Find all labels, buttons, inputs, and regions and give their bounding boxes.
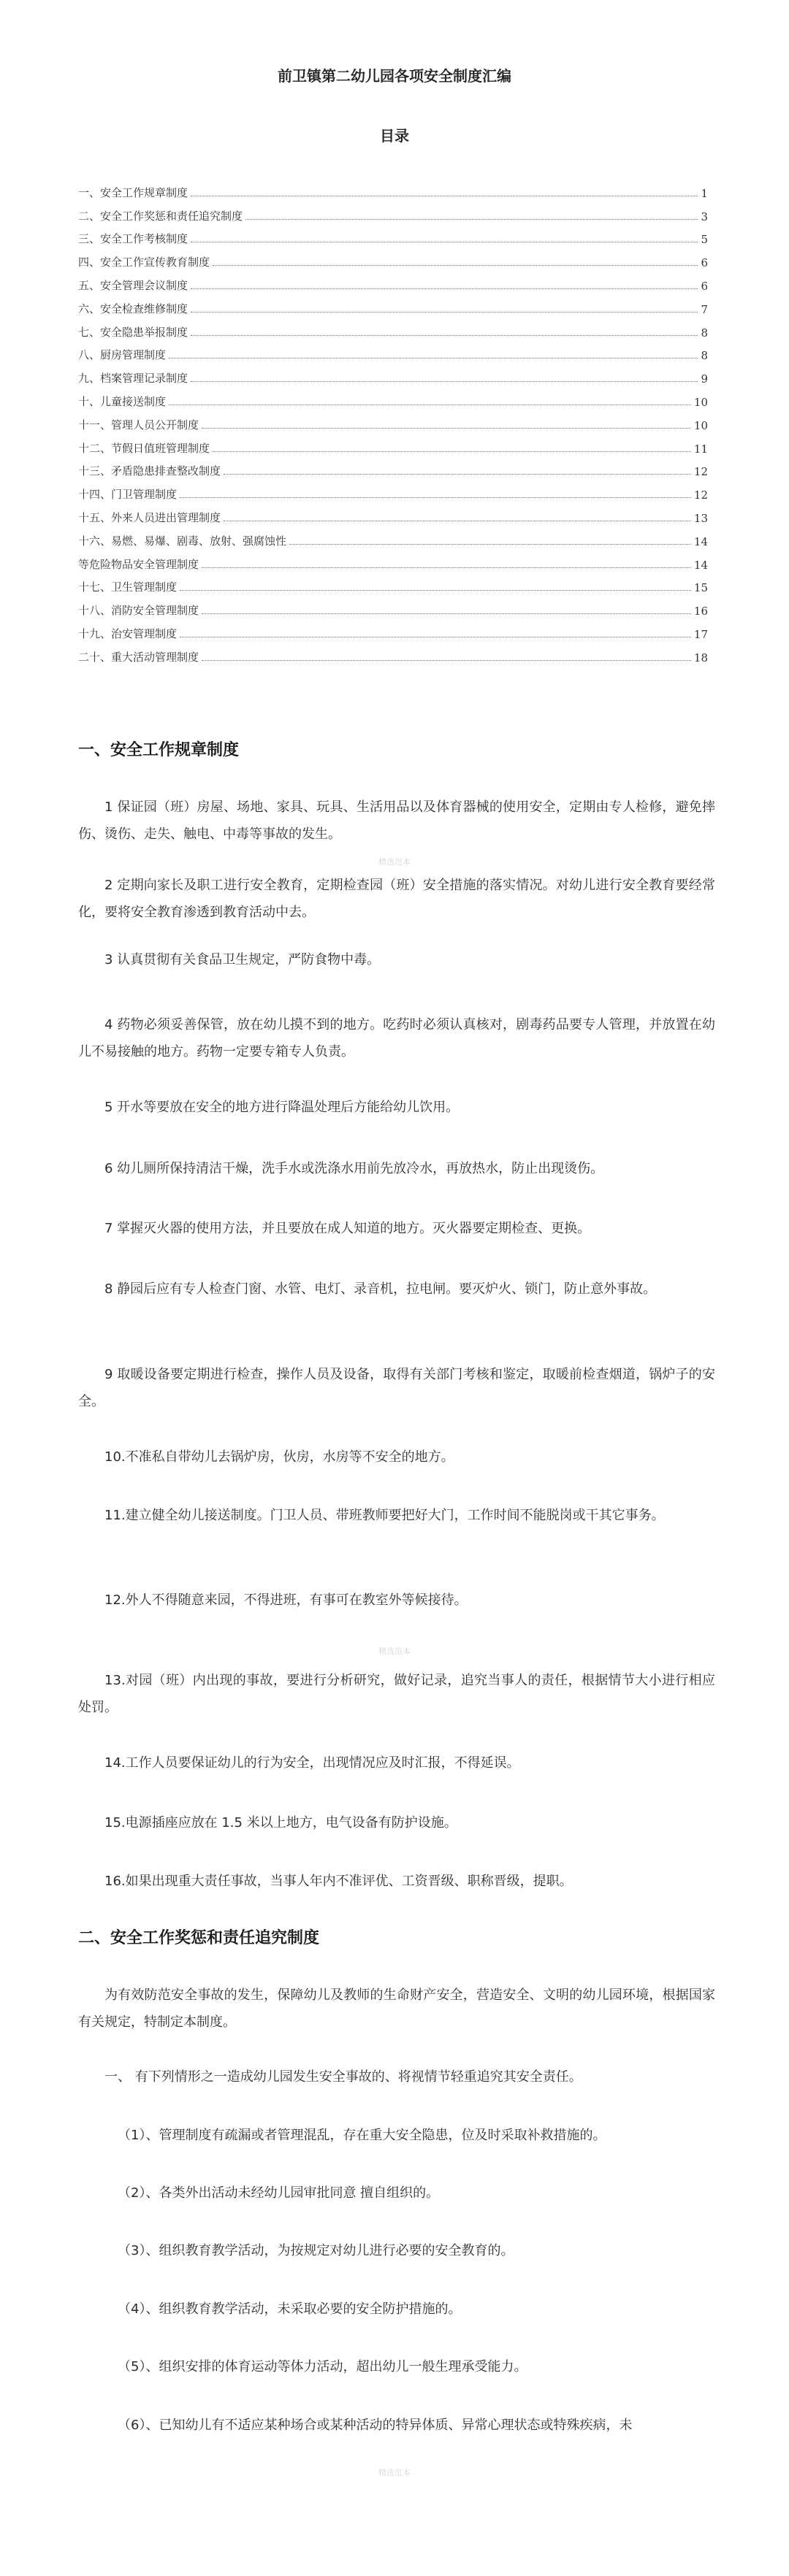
toc-entry-page: 7 [701,302,708,316]
toc-entry[interactable] [78,200,708,223]
toc-entry-page: 14 [693,534,708,548]
paragraph: 7 掌握灭火器的使用方法，并且要放在成人知道的地方。灭火器要定期检查、更换。 [104,1221,591,1236]
toc-entry-label: 十、儿童接送制度 [78,394,167,408]
paragraph: 15.电源插座应放在 1.5 米以上地方，电气设备有防护设施。 [104,1815,457,1831]
toc-leader-dots [180,590,691,591]
paragraph: 3 认真贯彻有关食品卫生规定，严防食物中毒。 [104,952,381,967]
toc-entry-page: 15 [693,581,708,595]
toc-entry[interactable] [78,432,708,456]
toc-leader-dots [191,335,698,336]
toc-entry[interactable] [78,456,708,479]
paragraph: 12.外人不得随意来园，不得进班，有事可在教室外等候接待。 [104,1592,468,1608]
toc-entry[interactable] [78,246,708,269]
document-title: 前卫镇第二幼儿园各项安全制度汇编 [278,67,511,85]
toc-leader-dots [213,451,691,452]
list-item: （3）、组织教育教学活动，为按规定对幼儿进行必要的安全教育的。 [118,2243,514,2258]
watermark: 精选范本 [378,2468,411,2477]
paragraph: 16.如果出现重大责任事故，当事人年内不准评优、工资晋级、职称晋级，提职。 [104,1874,573,1889]
toc-entry-label: 五、安全管理会议制度 [78,278,188,292]
toc-leader-dots [202,428,691,429]
toc-leader-dots [180,497,691,498]
toc-entry[interactable] [78,316,708,340]
toc-entry-page: 13 [693,511,708,525]
toc-entry-label: 八、厨房管理制度 [78,348,167,362]
toc-entry-label: 十九、治安管理制度 [78,626,178,640]
toc-entry-label: 三、安全工作考核制度 [78,232,188,246]
toc-leader-dots [224,474,691,475]
paragraph: 1 保证园（班）房屋、场地、家具、玩具、生活用品以及体育器械的使用安全，定期由专人检修，避免摔伤、烫伤、走失、触电、中毒等事故的发生。 [78,800,715,842]
toc-leader-dots [169,358,698,359]
toc-leader-dots [191,312,698,313]
watermark: 精选范本 [378,857,411,867]
toc-entry[interactable] [78,293,708,316]
toc-entry-label: 九、档案管理记录制度 [78,372,188,386]
toc-entry-label: 一、安全工作规章制度 [78,185,188,199]
toc-entry-page: 8 [701,326,708,340]
toc-leader-dots [245,219,698,220]
toc-entry-page: 6 [701,279,708,293]
list-item: （4）、组织教育教学活动，未采取必要的安全防护措施的。 [118,2301,462,2317]
paragraph: 为有效防范安全事故的发生，保障幼儿及教师的生命财产安全，营造安全、文明的幼儿园环境，根据国家有关规定，特制定本制度。 [78,1987,715,2030]
toc-entry[interactable] [78,223,708,247]
section-heading-2: 二、安全工作奖惩和责任追究制度 [78,1929,320,1947]
list-item: （2）、各类外出活动未经幼儿园审批同意 擅自组织的。 [118,2185,440,2201]
table-of-contents [78,177,708,664]
toc-entry[interactable] [78,386,708,409]
toc-entry[interactable] [78,177,708,200]
toc-entry-label: 七、安全隐患举报制度 [78,325,188,339]
toc-entry-label: 十二、节假日值班管理制度 [78,441,210,455]
paragraph: 8 静园后应有专人检查门窗、水管、电灯、录音机，拉电闸。要灭炉火、锁门，防止意外事故。 [104,1281,657,1297]
toc-entry[interactable] [78,641,708,664]
toc-entry-label: 二、安全工作奖惩和责任追究制度 [78,209,243,223]
toc-title: 目录 [380,127,409,145]
paragraph: 10.不准私自带幼儿去锅炉房，伙房，水房等不安全的地方。 [104,1449,454,1465]
toc-entry-label: 等危险物品安全管理制度 [78,557,199,571]
toc-entry-page: 5 [701,233,708,247]
toc-entry[interactable] [78,502,708,525]
section-heading-1: 一、安全工作规章制度 [78,741,240,759]
toc-leader-dots [289,544,691,545]
toc-entry-label: 十八、消防安全管理制度 [78,604,199,618]
toc-entry[interactable] [78,572,708,595]
toc-entry[interactable] [78,269,708,293]
toc-entry-page: 9 [701,372,708,386]
toc-entry[interactable] [78,618,708,641]
toc-entry-page: 16 [693,605,708,618]
paragraph: 5 开水等要放在安全的地方进行降温处理后方能给幼儿饮用。 [104,1100,460,1115]
paragraph: 4 药物必须妥善保管，放在幼儿摸不到的地方。吃药时必须认真核对，剧毒药品要专人管理，并放置在幼儿不易接触的地方。药物一定要专箱专人负责。 [78,1017,715,1059]
paragraph: 一、 有下列情形之一造成幼儿园发生安全事故的、将视情节轻重追究其安全责任。 [104,2069,582,2085]
list-item: （5）、组织安排的体育运动等体力活动，超出幼儿一般生理承受能力。 [118,2359,527,2374]
toc-leader-dots [191,381,698,382]
toc-leader-dots [213,265,698,266]
toc-entry-label: 十三、矛盾隐患排查整改制度 [78,464,221,478]
toc-entry[interactable] [78,340,708,363]
toc-leader-dots [202,613,691,614]
paragraph: 6 幼儿厕所保持清洁干燥，洗手水或洗涤水用前先放冷水，再放热水，防止出现烫伤。 [104,1161,604,1176]
toc-entry-label: 十七、卫生管理制度 [78,580,178,594]
toc-leader-dots [191,288,698,289]
paragraph: 11.建立健全幼儿接送制度。门卫人员、带班教师要把好大门，工作时间不能脱岗或干其它事务。 [104,1508,665,1523]
paragraph: 2 定期向家长及职工进行安全教育，定期检查园（班）安全措施的落实情况。对幼儿进行安全教育要经常化，要将安全教育渗透到教育活动中去。 [78,878,715,920]
list-item: （1）、管理制度有疏漏或者管理混乱，存在重大安全隐患，位及时采取补救措施的。 [118,2128,606,2143]
toc-entry-page: 11 [693,442,708,456]
toc-entry-page: 18 [693,651,708,664]
toc-entry-page: 8 [701,349,708,363]
toc-entry-label: 二十、重大活动管理制度 [78,650,199,664]
toc-entry-page: 3 [701,210,708,223]
toc-entry[interactable] [78,525,708,548]
paragraph: 13.对园（班）内出现的事故，要进行分析研究，做好记录，追究当事人的责任，根据情节大小进行相应处罚。 [78,1673,715,1715]
paragraph: 14.工作人员要保证幼儿的行为安全，出现情况应及时汇报，不得延误。 [104,1755,520,1771]
toc-entry-page: 6 [701,256,708,270]
toc-entry-page: 12 [693,488,708,502]
toc-entry[interactable] [78,409,708,432]
toc-entry-label: 十四、门卫管理制度 [78,488,178,502]
toc-entry[interactable] [78,548,708,572]
toc-entry-label: 十六、易燃、易爆、剧毒、放射、强腐蚀性 [78,534,287,548]
toc-entry-label: 六、安全检查维修制度 [78,302,188,315]
toc-entry-label: 四、安全工作宣传教育制度 [78,256,210,269]
list-item: （6）、已知幼儿有不适应某种场合或某种活动的特异体质、异常心理状态或特殊疾病，未 [118,2418,633,2433]
watermark: 精选范本 [378,1647,411,1656]
toc-leader-dots [202,660,691,661]
toc-entry-page: 1 [701,186,708,200]
toc-entry-page: 17 [693,627,708,641]
toc-entry-label: 十五、外来人员进出管理制度 [78,510,221,524]
paragraph: 9 取暖设备要定期进行检查，操作人员及设备，取得有关部门考核和鉴定，取暖前检查烟道，锅炉子的安全。 [78,1367,715,1409]
toc-entry-page: 10 [693,395,708,409]
toc-entry[interactable] [78,478,708,502]
toc-entry[interactable] [78,594,708,618]
toc-entry[interactable] [78,362,708,386]
toc-entry-label: 十一、管理人员公开制度 [78,418,199,432]
toc-entry-page: 14 [693,558,708,572]
toc-entry-page: 10 [693,418,708,432]
toc-entry-page: 12 [693,465,708,479]
toc-leader-dots [202,567,691,568]
